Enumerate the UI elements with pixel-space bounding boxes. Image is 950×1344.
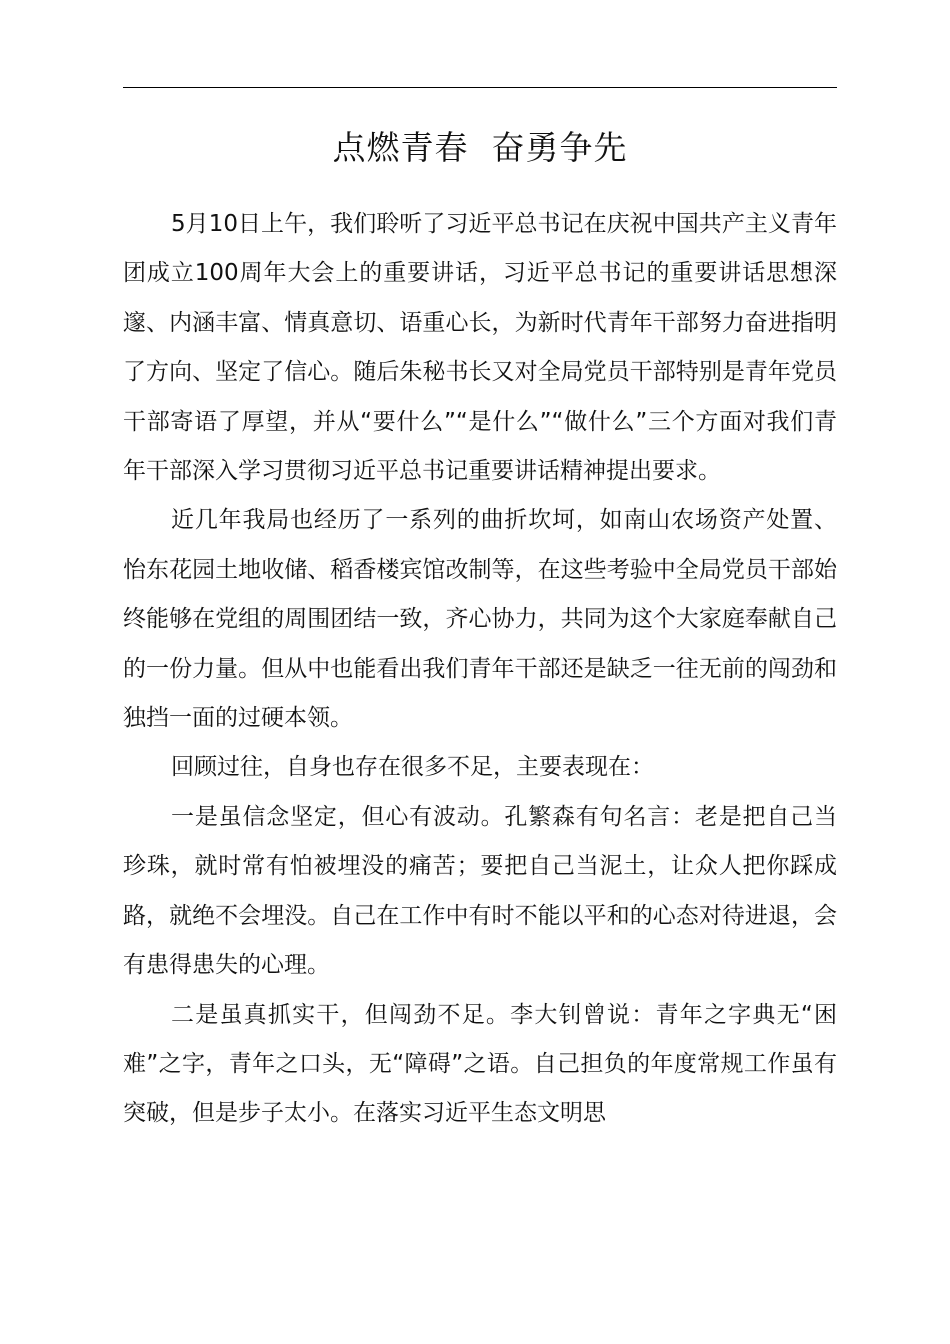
document-body bbox=[123, 200, 837, 1139]
paragraph-4: 一是虽信念坚定，但心有波动。孔繁森有句名言：老是把自己当珍珠，就时常有怕被埋没的痛苦；要把自己当泥土，让众人把你踩成路，就绝不会埋没。自己在工作中有时不能以平和的心态对待进退，会有患得患失的心理。 bbox=[123, 803, 837, 979]
header-rule bbox=[123, 87, 837, 88]
paragraph-1: 5月10日上午，我们聆听了习近平总书记在庆祝中国共产主义青年团成立100周年大会上的重要讲话，习近平总书记的重要讲话思想深邃、内涵丰富、情真意切、语重心长，为新时代青年干部努力奋进指明了方向、坚定了信心。随后朱秘书长又对全局党员干部特别是青年党员干部寄语了厚望，并从“要什么”“是什么”“做什么”三个方面对我们青年干部深入学习贯彻习近平总书记重要讲话精神提出要求。 bbox=[123, 211, 837, 485]
paragraph-5: 二是虽真抓实干，但闯劲不足。李大钊曾说：青年之字典无“困难”之字，青年之口头，无“障碍”之语。自己担负的年度常规工作虽有突破，但是步子太小。在落实习近平生态文明思 bbox=[123, 1001, 837, 1127]
paragraph-3: 回顾过往，自身也存在很多不足，主要表现在： bbox=[171, 754, 654, 781]
document-title: 点燃青春 奋勇争先 bbox=[332, 128, 628, 167]
paragraph-2: 近几年我局也经历了一系列的曲折坎坷，如南山农场资产处置、怡东花园土地收储、稻香楼宾馆改制等，在这些考验中全局党员干部始终能够在党组的周围团结一致，齐心协力，共同为这个大家庭奉献自己的一份力量。但从中也能看出我们青年干部还是缺乏一往无前的闯劲和独挡一面的过硬本领。 bbox=[123, 507, 837, 732]
